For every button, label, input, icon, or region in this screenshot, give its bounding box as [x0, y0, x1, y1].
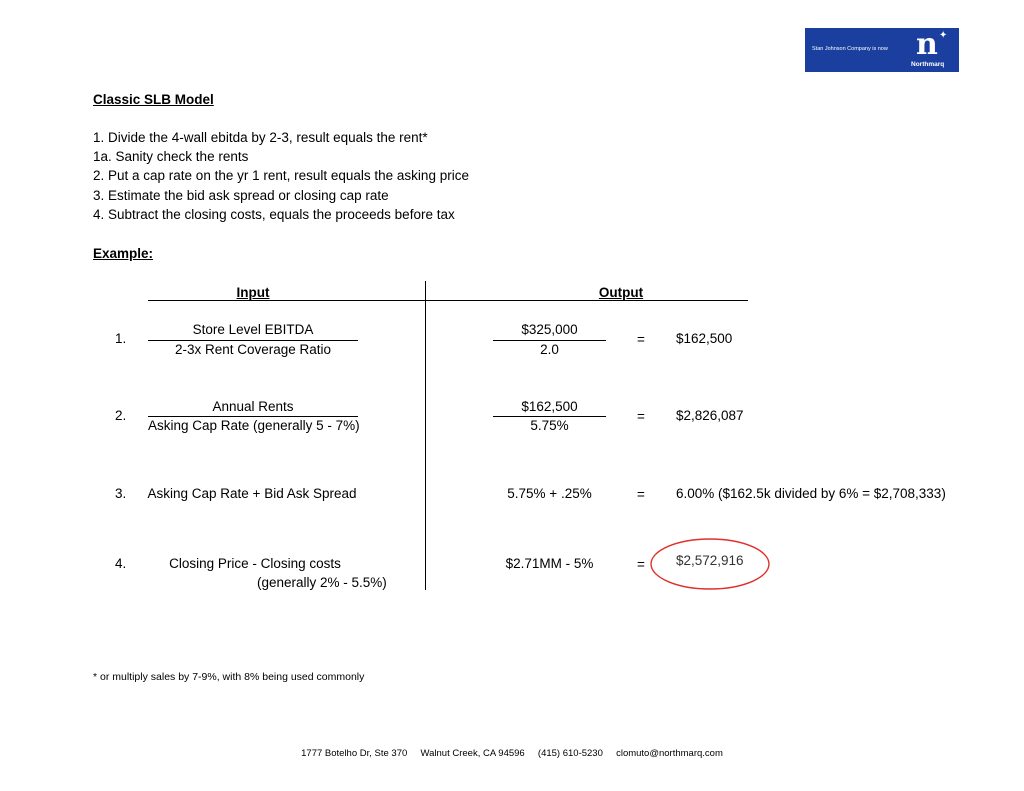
row-4-equals: = [637, 557, 645, 572]
row-2-output-bottom: 5.75% [530, 418, 569, 433]
step-1a: 1a. Sanity check the rents [93, 149, 249, 164]
logo-brand: Northmarq [911, 61, 945, 68]
row-3-output: 5.75% + .25% [507, 486, 592, 501]
star-icon: ✦ [939, 30, 948, 41]
footer-phone: (415) 610-5230 [537, 748, 603, 759]
header-rule-right [426, 300, 748, 301]
row-1-input-bottom: 2-3x Rent Coverage Ratio [174, 342, 332, 357]
step-2: 2. Put a cap rate on the yr 1 rent, result equals the asking price [93, 168, 469, 183]
row-4-input-line1: Closing Price - Closing costs [169, 556, 341, 571]
row-4-number: 4. [115, 556, 127, 571]
logo-tagline: Stan Johnson Company is now [812, 46, 888, 52]
row-2-number: 2. [115, 408, 127, 423]
northmarq-logo [805, 28, 959, 72]
row-4-input-line2: (generally 2% - 5.5%) [257, 575, 387, 590]
step-1: 1. Divide the 4-wall ebitda by 2-3, result equals the rent* [93, 130, 428, 145]
row-3-result: 6.00% ($162.5k divided by 6% = $2,708,333) [676, 486, 946, 501]
example-label: Example: [93, 246, 154, 261]
step-3: 3. Estimate the bid ask spread or closing cap rate [93, 188, 389, 203]
row-1-result: $162,500 [676, 331, 733, 346]
row-1-input-top: Store Level EBITDA [192, 322, 314, 337]
row-4-result: $2,572,916 [676, 553, 744, 568]
row-3-equals: = [637, 487, 645, 502]
row-1-output-fraction-line [493, 340, 606, 341]
row-2-output-fraction-line [493, 416, 606, 417]
row-1-number: 1. [115, 331, 127, 346]
row-1-input-fraction-line [148, 340, 358, 341]
row-1-output-bottom: 2.0 [540, 342, 559, 357]
row-2-input-fraction-line [148, 416, 358, 417]
page-title: Classic SLB Model [93, 92, 214, 107]
header-rule-left [148, 300, 426, 301]
footer-email[interactable]: clomuto@northmarq.com [616, 748, 723, 759]
row-2-input-top: Annual Rents [212, 399, 294, 414]
footer [0, 748, 1024, 759]
row-3-number: 3. [115, 486, 127, 501]
row-2-result: $2,826,087 [676, 408, 744, 423]
row-2-equals: = [637, 409, 645, 424]
row-3-input: Asking Cap Rate + Bid Ask Spread [147, 486, 357, 501]
column-divider [425, 281, 426, 590]
row-4-output: $2.71MM - 5% [505, 556, 594, 571]
row-2-output-top: $162,500 [521, 399, 578, 414]
footnote: * or multiply sales by 7-9%, with 8% being used commonly [93, 671, 365, 683]
row-1-output-top: $325,000 [521, 322, 578, 337]
row-1-equals: = [637, 332, 645, 347]
highlight-ellipse [648, 536, 776, 594]
footer-address: 1777 Botelho Dr, Ste 370 [301, 748, 408, 759]
step-4: 4. Subtract the closing costs, equals the proceeds before tax [93, 207, 455, 222]
footer-city: Walnut Creek, CA 94596 [420, 748, 525, 759]
logo-mark: n [916, 27, 938, 62]
input-header: Input [236, 285, 270, 300]
output-header: Output [598, 285, 644, 300]
row-2-input-bottom: Asking Cap Rate (generally 5 - 7%) [148, 418, 360, 433]
